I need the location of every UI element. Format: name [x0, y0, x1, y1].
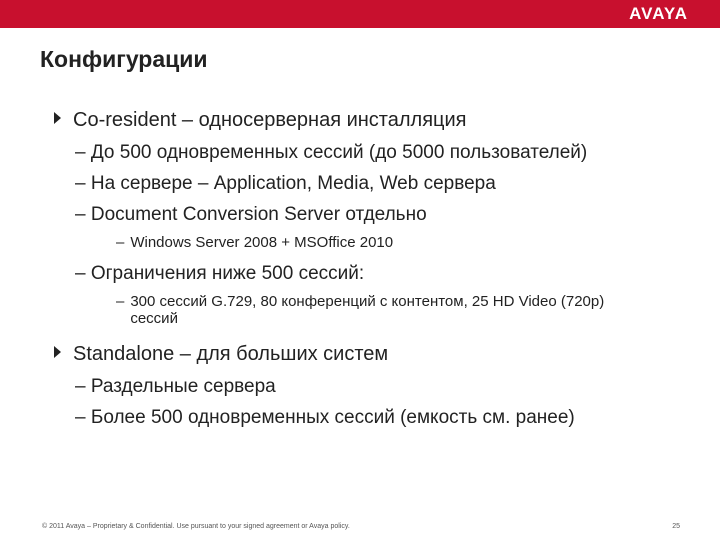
bullet-arrow-icon — [54, 112, 61, 124]
sub-bullet-more-sessions: – Более 500 одновременных сессий (емкость см. ранее) — [75, 407, 575, 428]
avaya-logo: AVAYA — [629, 4, 688, 23]
sub-sub-bullet-windows — [116, 234, 393, 251]
sub-bullet-server-roles: – На сервере – Application, Media, Web сервера — [75, 173, 496, 194]
sub-bullet-doc-conversion: – Document Conversion Server отдельно — [75, 204, 427, 225]
page-number: 25 — [672, 523, 680, 530]
sub-bullet-sessions: – До 500 одновременных сессий (до 5000 пользователей) — [75, 142, 588, 163]
sub-sub-dash: – — [116, 293, 125, 310]
limits-detail-line-2: сессий — [130, 310, 178, 327]
footer-copyright: © 2011 Avaya – Proprietary & Confidential. Use pursuant to your signed agreement or Avaya policy. — [42, 523, 350, 530]
bullet-standalone — [54, 342, 388, 366]
sub-sub-dash: – — [116, 234, 125, 251]
bullet-standalone-text: Standalone – для больших систем — [73, 343, 389, 365]
sub-sub-bullet-limits-detail-text — [130, 293, 604, 327]
sub-bullet-limits: – Ограничения ниже 500 сессий: — [75, 263, 365, 284]
bullet-arrow-icon — [54, 346, 61, 358]
sub-bullet-separate-servers: – Раздельные сервера — [75, 376, 276, 397]
bullet-co-resident — [54, 108, 467, 132]
bullet-co-resident-text: Co-resident – односерверная инсталляция — [73, 109, 467, 131]
slide-title: Конфигурации — [40, 46, 208, 72]
limits-detail-line-1: 300 сессий G.729, 80 конференций с контентом, 25 HD Video (720p) — [130, 293, 605, 310]
sub-sub-bullet-limits-detail — [116, 293, 604, 327]
top-brand-bar — [0, 0, 720, 28]
sub-sub-bullet-windows-text: Windows Server 2008 + MSOffice 2010 — [130, 234, 394, 251]
